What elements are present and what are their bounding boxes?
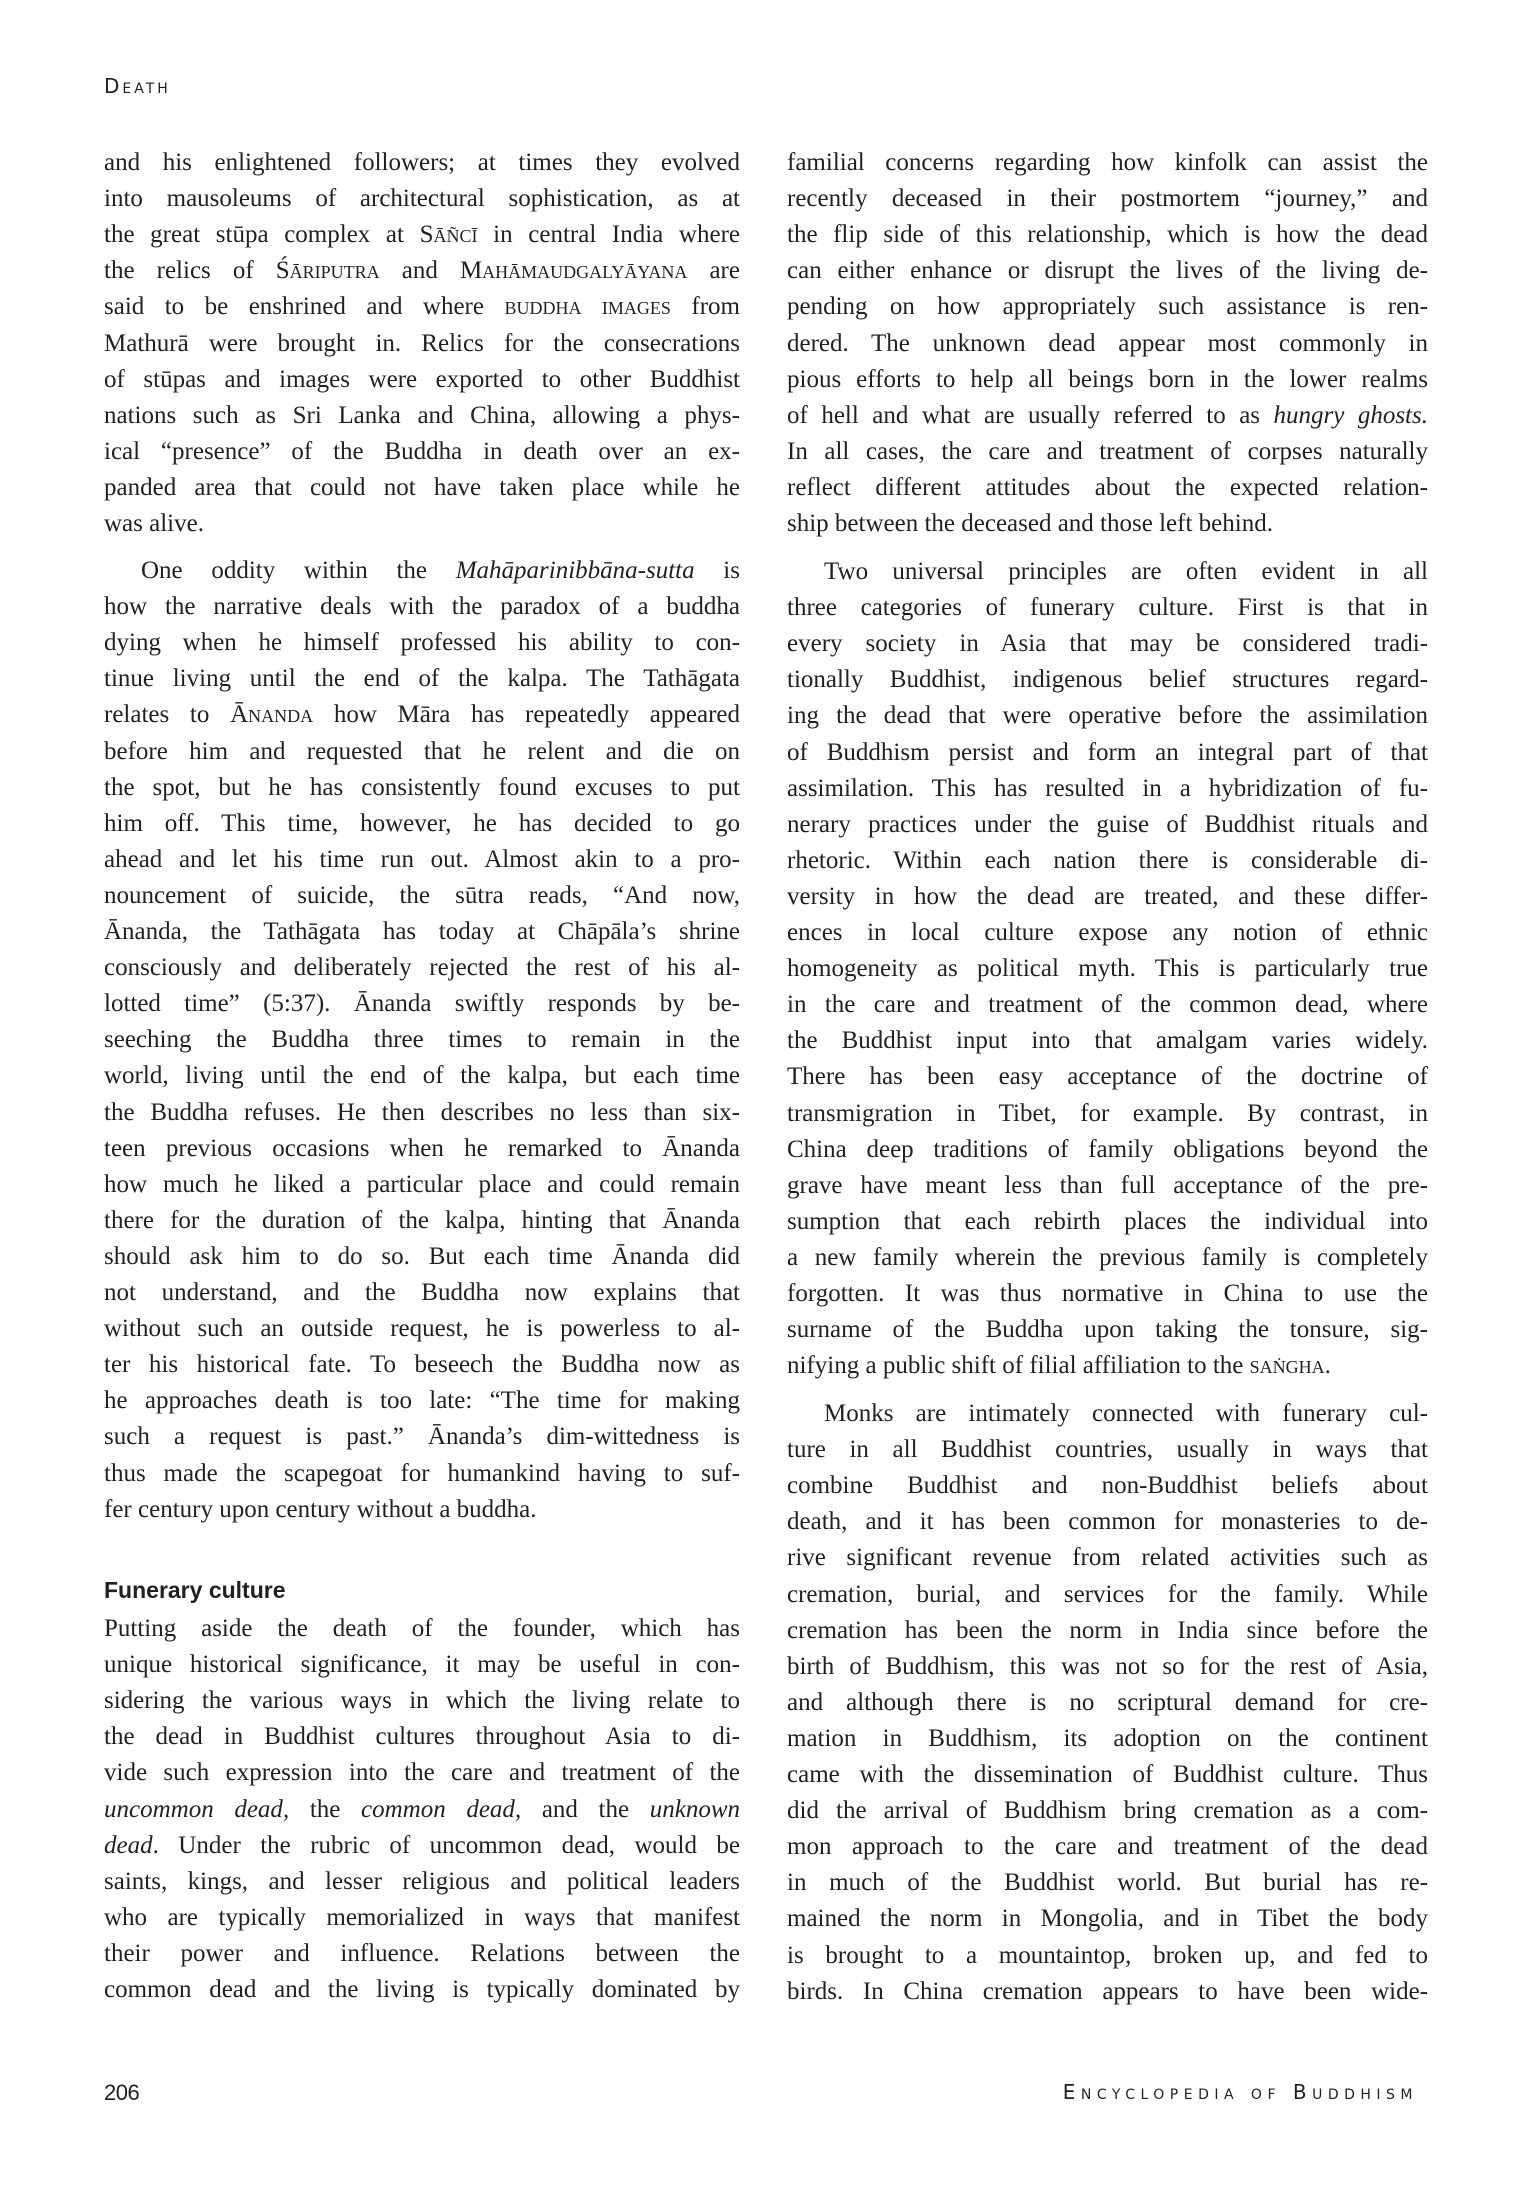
- text-line: mon approach to the care and treatment of the dead: [787, 1833, 1428, 1861]
- text-line: how much he liked a particular place and could remain: [104, 1170, 740, 1198]
- text-line: versity in how the dead are treated, and these differ-: [787, 882, 1428, 910]
- text-line: saints, kings, and lesser religious and political leaders: [104, 1867, 740, 1895]
- text-line: who are typically memorialized in ways that manifest: [104, 1903, 740, 1931]
- cross-reference-term: Mahāmaudgalyāyana: [459, 257, 688, 285]
- italic-term: dead: [104, 1831, 153, 1859]
- text-line: there for the duration of the kalpa, hinting that Ānanda: [104, 1206, 740, 1234]
- text-line: [787, 398, 1428, 434]
- text-line: is brought to a mountaintop, broken up, and fed to: [787, 1941, 1428, 1969]
- text-line: he approaches death is too late: “The time for making: [104, 1387, 740, 1415]
- text-line: pending on how appropriately such assistance is ren-: [787, 293, 1428, 321]
- text-line: Two universal principles are often evident in all: [824, 558, 1428, 585]
- text-segment: the relics of: [104, 257, 276, 285]
- text-line: combine Buddhist and non-Buddhist beliefs about: [787, 1472, 1428, 1500]
- text-line: their power and influence. Relations between the: [104, 1939, 740, 1967]
- text-line: the Buddhist input into that amalgam varies widely.: [787, 1027, 1428, 1055]
- text-line: forgotten. It was thus normative in China to use the: [787, 1280, 1428, 1307]
- text-line: There has been easy acceptance of the doctrine of: [787, 1063, 1428, 1091]
- text-segment: One oddity within the: [141, 557, 456, 584]
- text-line: in much of the Buddhist world. But burial has re-: [787, 1869, 1428, 1897]
- text-line: world, living until the end of the kalpa, but each time: [104, 1062, 740, 1090]
- text-line: how the narrative deals with the paradox of a buddha: [104, 593, 740, 621]
- cross-reference-term: Sāñcī: [419, 221, 478, 249]
- text-line: such a request is past.” Ānanda’s dim-wittedness is: [104, 1423, 740, 1451]
- text-line: of stūpas and images were exported to other Buddhist: [104, 365, 740, 393]
- text-line: Mathurā were brought in. Relics for the consecrations: [104, 329, 740, 357]
- text-line: should ask him to do so. But each time Ānanda did: [104, 1242, 740, 1270]
- text-line: before him and requested that he relent and die on: [104, 737, 740, 765]
- text-line: did the arrival of Buddhism bring cremation as a com-: [787, 1797, 1428, 1825]
- text-line: dered. The unknown dead appear most commonly in: [787, 329, 1428, 357]
- cross-reference-term: saṅgha: [1249, 1352, 1325, 1380]
- text-line: came with the dissemination of Buddhist culture. Thus: [787, 1761, 1428, 1788]
- italic-term: hungry ghosts.: [1273, 401, 1428, 429]
- text-segment: from: [670, 293, 740, 321]
- text-segment: how Māra has repeatedly appeared: [313, 701, 740, 729]
- text-line: reflect different attitudes about the expected relation-: [787, 473, 1428, 501]
- text-line: familial concerns regarding how kinfolk can assist the: [787, 149, 1428, 176]
- cross-reference-term: Ānanda: [230, 701, 314, 729]
- text-line: consciously and deliberately rejected the rest of his al-: [104, 954, 740, 982]
- text-line: tionally Buddhist, indigenous belief structures regard-: [787, 666, 1428, 694]
- text-segment: and the: [521, 1795, 650, 1823]
- text-segment: of hell and what are usually referred to as: [787, 401, 1274, 429]
- text-line: the flip side of this relationship, which is how the dead: [787, 221, 1428, 249]
- text-segment: nifying a public shift of filial affiliation to the: [787, 1352, 1250, 1380]
- italic-term: unknown: [649, 1795, 740, 1823]
- text-line: China deep traditions of family obligations beyond the: [787, 1135, 1428, 1163]
- text-line: tinue living until the end of the kalpa. The Tathāgata: [104, 665, 740, 693]
- text-segment: the great stūpa complex at: [104, 221, 420, 249]
- text-line: In all cases, the care and treatment of corpses naturally: [787, 437, 1428, 465]
- text-line: sumption that each rebirth places the individual into: [787, 1207, 1428, 1235]
- text-line: seeching the Buddha three times to remain in the: [104, 1026, 740, 1054]
- text-line: in the care and treatment of the common dead, where: [787, 991, 1428, 1019]
- text-line: [104, 289, 740, 325]
- text-line: unique historical significance, it may be useful in con-: [104, 1651, 740, 1679]
- text-line: fer century upon century without a buddha.: [104, 1495, 537, 1523]
- text-line: [787, 1348, 1428, 1384]
- text-line: nerary practices under the guise of Buddhist rituals and: [787, 810, 1428, 838]
- text-line: thus made the scapegoat for humankind having to suf-: [104, 1459, 740, 1487]
- text-line: dying when he himself professed his ability to con-: [104, 629, 740, 657]
- text-line: [104, 553, 740, 589]
- text-line: birth of Buddhism, this was not so for the rest of Asia,: [787, 1652, 1428, 1680]
- text-line: into mausoleums of architectural sophistication, as at: [104, 185, 740, 213]
- text-line: common dead and the living is typically dominated by: [104, 1976, 740, 2003]
- text-segment: are: [687, 257, 740, 285]
- text-line: teen previous occasions when he remarked to Ānanda: [104, 1134, 740, 1162]
- text-line: lotted time” (5:37). Ānanda swiftly responds by be-: [104, 990, 740, 1018]
- text-line: [104, 253, 740, 289]
- cross-reference-term: Śāriputra: [275, 257, 380, 285]
- text-line: every society in Asia that may be considered tradi-: [787, 630, 1428, 658]
- text-line: a new family wherein the previous family is completely: [787, 1243, 1428, 1271]
- text-line: death, and it has been common for monasteries to de-: [787, 1508, 1428, 1536]
- page-number: 206: [104, 2080, 140, 2105]
- text-line: [104, 217, 740, 253]
- italic-term: uncommon dead,: [104, 1795, 290, 1823]
- text-line: can either enhance or disrupt the lives of the living de-: [787, 257, 1428, 285]
- text-line: cremation, burial, and services for the family. While: [787, 1580, 1428, 1608]
- text-line: grave have meant less than full acceptance of the pre-: [787, 1171, 1428, 1199]
- text-line: ter his historical fate. To beseech the Buddha now as: [104, 1351, 740, 1379]
- text-line: and although there is no scriptural demand for cre-: [787, 1688, 1428, 1716]
- text-line: recently deceased in their postmortem “journey,” and: [787, 185, 1428, 213]
- text-line: ical “presence” of the Buddha in death over an ex-: [104, 437, 740, 465]
- text-line: the dead in Buddhist cultures throughout Asia to di-: [104, 1723, 740, 1751]
- text-segment: . Under the rubric of uncommon dead, would be: [152, 1831, 740, 1859]
- text-line: [104, 1792, 740, 1828]
- text-line: rive significant revenue from related activities such as: [787, 1544, 1428, 1572]
- text-line: [104, 697, 740, 733]
- text-line: ing the dead that were operative before the assimilation: [787, 702, 1428, 730]
- text-line: not understand, and the Buddha now explains that: [104, 1279, 740, 1306]
- text-line: was alive.: [104, 510, 204, 537]
- text-segment: in central India where: [477, 221, 740, 249]
- cross-reference-term: buddha images: [504, 293, 671, 321]
- text-line: without such an outside request, he is powerless to al-: [104, 1315, 740, 1343]
- text-segment: the: [289, 1795, 361, 1823]
- text-line: ences in local culture expose any notion of ethnic: [787, 919, 1428, 946]
- text-segment: is: [694, 557, 740, 584]
- text-line: mained the norm in Mongolia, and in Tibet the body: [787, 1905, 1428, 1933]
- text-line: pious efforts to help all beings born in the lower realms: [787, 365, 1428, 393]
- book-title: Encyclopedia of Buddhism: [1062, 2080, 1418, 2104]
- text-line: rhetoric. Within each nation there is considerable di-: [787, 846, 1428, 874]
- text-segment: said to be enshrined and where: [104, 293, 505, 321]
- text-line: Monks are intimately connected with funerary cul-: [824, 1400, 1428, 1427]
- text-line: three categories of funerary culture. First is that in: [787, 594, 1428, 622]
- text-line: [104, 1828, 740, 1864]
- text-line: the spot, but he has consistently found excuses to put: [104, 773, 740, 801]
- text-line: vide such expression into the care and treatment of the: [104, 1759, 740, 1787]
- text-line: ship between the deceased and those left behind.: [787, 510, 1273, 537]
- text-segment: and: [379, 257, 460, 285]
- text-line: panded area that could not have taken place while he: [104, 473, 740, 501]
- text-line: and his enlightened followers; at times they evolved: [104, 149, 740, 176]
- italic-term: common dead,: [361, 1795, 522, 1823]
- text-line: the Buddha refuses. He then describes no less than six-: [104, 1098, 740, 1126]
- text-line: nouncement of suicide, the sūtra reads, “And now,: [104, 881, 740, 909]
- text-line: cremation has been the norm in India since before the: [787, 1616, 1428, 1644]
- text-line: Putting aside the death of the founder, which has: [104, 1615, 740, 1642]
- text-line: mation in Buddhism, its adoption on the continent: [787, 1724, 1428, 1752]
- text-line: Ānanda, the Tathāgata has today at Chāpāla’s shrine: [104, 918, 740, 945]
- italic-term: Mahāparinibbāna-sutta: [455, 557, 695, 584]
- text-line: homogeneity as political myth. This is particularly true: [787, 955, 1428, 983]
- text-line: birds. In China cremation appears to have been wide-: [787, 1977, 1428, 2005]
- running-head: Death: [104, 74, 171, 98]
- text-line: assimilation. This has resulted in a hybridization of fu-: [787, 774, 1428, 802]
- text-line: of Buddhism persist and form an integral part of that: [787, 738, 1428, 766]
- text-line: ture in all Buddhist countries, usually in ways that: [787, 1436, 1428, 1464]
- text-line: nations such as Sri Lanka and China, allowing a phys-: [104, 401, 740, 429]
- section-heading: Funerary culture: [104, 1577, 286, 1603]
- text-line: ahead and let his time run out. Almost akin to a pro-: [104, 845, 740, 873]
- text-line: transmigration in Tibet, for example. By contrast, in: [787, 1099, 1428, 1127]
- text-line: him off. This time, however, he has decided to go: [104, 809, 740, 837]
- text-line: sidering the various ways in which the living relate to: [104, 1687, 740, 1715]
- text-segment: relates to: [104, 701, 231, 729]
- text-line: surname of the Buddha upon taking the tonsure, sig-: [787, 1316, 1428, 1344]
- text-segment: .: [1324, 1352, 1331, 1380]
